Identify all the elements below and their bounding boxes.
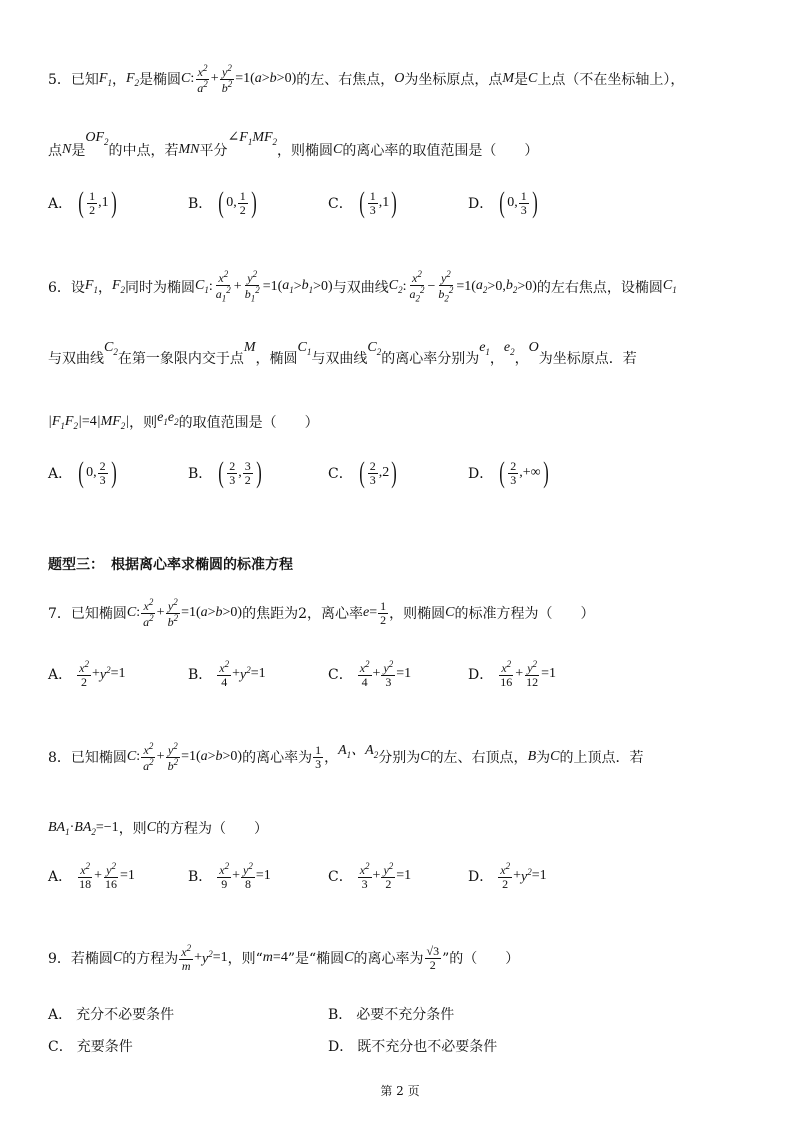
q8-option-a[interactable]: A． $\frac{x^2}{18}$ + $\frac{y^2}{16}$ =1 — [48, 861, 135, 891]
q5-text: ，则椭圆 — [277, 143, 334, 159]
q8-option-d[interactable]: D． $\frac{x^2}{2}$ + $y^2$ =1 — [468, 861, 547, 891]
q6-option-b[interactable]: B． ( $\frac{2}{3}$ , $\frac{3}{2}$ ) — [188, 456, 262, 489]
q5-text: 的中点，若 — [108, 143, 179, 159]
q5-text: 是 — [71, 143, 86, 159]
math-F1: $F_1$ — [98, 70, 112, 88]
q5-option-a[interactable]: A． ( $\frac{1}{2}$ ,1 ) — [48, 186, 117, 219]
q7-option-c[interactable]: C． $\frac{x^2}{4}$ + $\frac{y^2}{3}$ =1 — [328, 659, 412, 689]
q7-option-b[interactable]: B． $\frac{x^2}{4}$ + $y^2$ =1 — [188, 659, 266, 689]
q8-option-c[interactable]: C． $\frac{x^2}{3}$ + $\frac{y^2}{2}$ =1 — [328, 861, 412, 891]
q7-option-a[interactable]: A． $\frac{x^2}{2}$ + $y^2$ =1 — [48, 659, 126, 689]
q6-line3: $|F_1F_2|$ =4 $|MF_2|$ ，则 $e_1e_2$ 的取值范围是（ ） — [48, 409, 319, 431]
q5-text: 上点（不在坐标轴上）， — [537, 72, 685, 89]
q5-line2: 点 N 是 $OF_2$ 的中点，若 MN 平分 $\angle F_1MF_2$ ，则椭圆 C 的离心率的取值范围是（ ） — [48, 129, 539, 159]
q6-option-c[interactable]: C． ( $\frac{2}{3}$ ,2 ) — [328, 456, 397, 489]
q5-text: 的左、右焦点， — [296, 72, 395, 89]
q5-text: ， — [111, 72, 126, 89]
frac-x2-a2: $\frac{x^2}{a^2}$ — [197, 63, 208, 95]
q5-option-d[interactable]: D． ( 0, $\frac{1}{3}$ ) — [468, 186, 538, 219]
page-number: 第 2 页 — [380, 1084, 420, 1098]
q5-text: 的离心率的取值范围是（ ） — [342, 143, 539, 159]
q5-text: 为坐标原点，点 — [404, 72, 503, 89]
q9-option-c[interactable]: C． 充要条件 — [48, 1039, 133, 1055]
q5-text: 平分 — [199, 143, 228, 159]
q9-option-b[interactable]: B． 必要不充分条件 — [328, 1007, 455, 1023]
q6-line1: 6．设 $F_1$ ， $F_2$ 同时为椭圆 $C_1$ : $\frac{x^2}{a_1^2}$ + $\frac{y^2}{b_1^2}$ =1( $a_1$ > $b_1$ >0) 与双曲线 $C_2$ : $\frac{x^2}{a_2^2}$ − $\frac{y^2}{b_2^2}$ =1( $a_2$ >0, $b_2$ >0) 的左右焦点，设椭圆 $C_1$ — [48, 269, 677, 303]
q6-option-d[interactable]: D． ( $\frac{2}{3}$ ,+∞ ) — [468, 456, 549, 489]
q5-text: 5．已知 — [48, 72, 99, 89]
q8-line2: $BA_1$ · $BA_2$ =−1 ，则 C 的方程为（ ） — [48, 819, 269, 837]
q5-text: 是 — [514, 72, 529, 89]
q5-option-b[interactable]: B． ( 0, $\frac{1}{2}$ ) — [188, 186, 257, 219]
q5-option-c[interactable]: C． ( $\frac{1}{3}$ ,1 ) — [328, 186, 397, 219]
q7-line: 7．已知椭圆 C : $\frac{x^2}{a^2}$ + $\frac{y^2}{b^2}$ =1( a > b >0) 的焦距为2，离心率 e = $\frac{1}{2}$ ，则椭圆 C 的标准方程为（ ） — [48, 597, 595, 629]
q5-text: 是椭圆 — [139, 72, 182, 89]
math-F2: $F_2$ — [125, 70, 140, 88]
math-C: C — [181, 71, 191, 87]
q8-line1: 8．已知椭圆 C : $\frac{x^2}{a^2}$ + $\frac{y^2}{b^2}$ =1( a > b >0) 的离心率为 $\frac{1}{3}$ ， $A_1$、$A_2$ 分别为 C 的左、右顶点， B 为 C 的上顶点．若 — [48, 741, 644, 773]
q9-line: 9．若椭圆 C 的方程为 $\frac{x^2}{m}$ + $y^2$ =1 ，则“ m =4 ”是“椭圆 C 的离心率为 $\frac{√3}{2}$ ”的（ ） — [48, 943, 520, 973]
q5-line1: 5．已知 $F_1$ ， $F_2$ 是椭圆 C : $\frac{x^2}{a^2}$ + $\frac{y^2}{b^2}$ =1 ( a > b >0) 的左、右焦点， O 为坐标原点，点 M 是 C 上点（不在坐标轴上）， — [48, 63, 685, 95]
q8-option-b[interactable]: B． $\frac{x^2}{9}$ + $\frac{y^2}{8}$ =1 — [188, 861, 271, 891]
q7-option-d[interactable]: D． $\frac{x^2}{16}$ + $\frac{y^2}{12}$ =1 — [468, 659, 557, 689]
frac-y2-b2: $\frac{y^2}{b^2}$ — [221, 63, 233, 95]
q5-text: 点 — [48, 143, 62, 159]
q9-option-a[interactable]: A． 充分不必要条件 — [48, 1007, 175, 1023]
q6-option-a[interactable]: A． ( 0, $\frac{2}{3}$ ) — [48, 456, 117, 489]
q6-line2: 与双曲线 $C_2$ 在第一象限内交于点 M ，椭圆 $C_1$ 与双曲线 $C_2$ 的离心率分别为 $e_1$ ， $e_2$ ， O 为坐标原点．若 — [48, 339, 637, 367]
q9-option-d[interactable]: D． 既不充分也不必要条件 — [328, 1039, 498, 1055]
section-heading: 题型三： 根据离心率求椭圆的标准方程 — [48, 557, 293, 573]
